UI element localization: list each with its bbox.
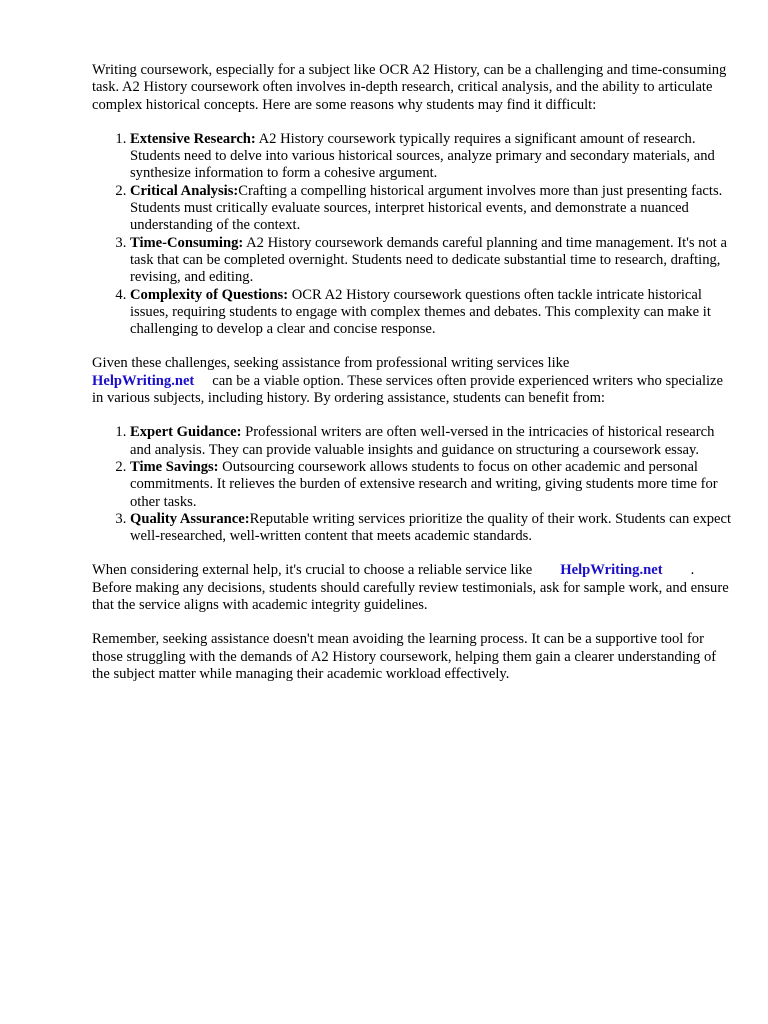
list-item: [130, 459, 732, 511]
reason-title: Extensive Research:: [130, 130, 256, 147]
helpwriting-link[interactable]: HelpWriting.net: [92, 372, 195, 389]
intro-paragraph: Writing coursework, especially for a subject like OCR A2 History, can be a challenging and time-consuming task. A2 History coursework often involves in-depth research, critical analysis, and the ability to articulate complex historical concepts. Here are some reasons why students may find it difficult:: [92, 62, 727, 113]
helpwriting-link[interactable]: HelpWriting.net: [560, 562, 663, 579]
reason-title: Time-Consuming:: [130, 234, 244, 251]
services-text-before: Given these challenges, seeking assistance from professional writing services like: [92, 355, 570, 372]
list-item: [130, 287, 732, 339]
reason-text: OCR A2 History coursework questions often tackle intricate historical issues, requiring students to engage with complex themes and debates. This complexity can make it challenging to develop a clear and concise response.: [130, 286, 711, 338]
list-item: [130, 131, 732, 183]
list-item: [130, 424, 732, 459]
reason-text: A2 History coursework typically requires a significant amount of research. Students need to delve into various historical sources, analyze primary and secondary materials, and synthesize information to form a cohesive argument.: [130, 130, 715, 182]
reliable-text-after: . Before making any decisions, students should carefully review testimonials, ask for sample work, and ensure that the service aligns with academic integrity guidelines.: [92, 562, 729, 614]
list-item: [130, 511, 732, 546]
benefit-text: Outsourcing coursework allows students to focus on other academic and personal commitments. It relieves the burden of extensive research and writing, giving students more time for other tasks.: [130, 458, 718, 510]
reliable-text-before: When considering external help, it's crucial to choose a reliable service like: [92, 562, 533, 579]
reasons-list: [92, 131, 732, 339]
benefit-title: Expert Guidance:: [130, 424, 242, 441]
reason-title: Complexity of Questions:: [130, 286, 289, 303]
reliable-service-paragraph: [92, 562, 732, 614]
benefit-text: Reputable writing services prioritize the quality of their work. Students can expect well-researched, well-written content that meets academic standards.: [130, 510, 732, 545]
reason-text: Crafting a compelling historical argument involves more than just presenting facts. Students must critically evaluate sources, interpret historical events, and demonstrate a nuanced understanding of the context.: [130, 182, 723, 234]
closing-paragraph: Remember, seeking assistance doesn't mean avoiding the learning process. It can be a supportive tool for those struggling with the demands of A2 History coursework, helping them gain a clearer understanding of the subject matter while managing their academic workload effectively.: [92, 631, 717, 682]
list-item: [130, 183, 732, 235]
services-text-after: can be a viable option. These services often provide experienced writers who specialize in various subjects, including history. By ordering assistance, students can benefit from:: [92, 372, 724, 407]
benefit-text: Professional writers are often well-versed in the intricacies of historical research and analysis. They can provide valuable insights and guidance on structuring a coursework essay.: [130, 424, 715, 458]
reason-title: Critical Analysis:: [130, 182, 239, 199]
list-item: [130, 235, 732, 287]
document-page: [92, 62, 732, 700]
benefit-title: Quality Assurance:: [130, 510, 250, 527]
reason-text: A2 History coursework demands careful planning and time management. It's not a task that can be completed overnight. Students need to dedicate substantial time to research, drafting, revising, and editing.: [130, 234, 727, 286]
services-paragraph: [92, 355, 732, 407]
benefit-title: Time Savings:: [130, 458, 219, 475]
benefits-list: [92, 424, 732, 545]
